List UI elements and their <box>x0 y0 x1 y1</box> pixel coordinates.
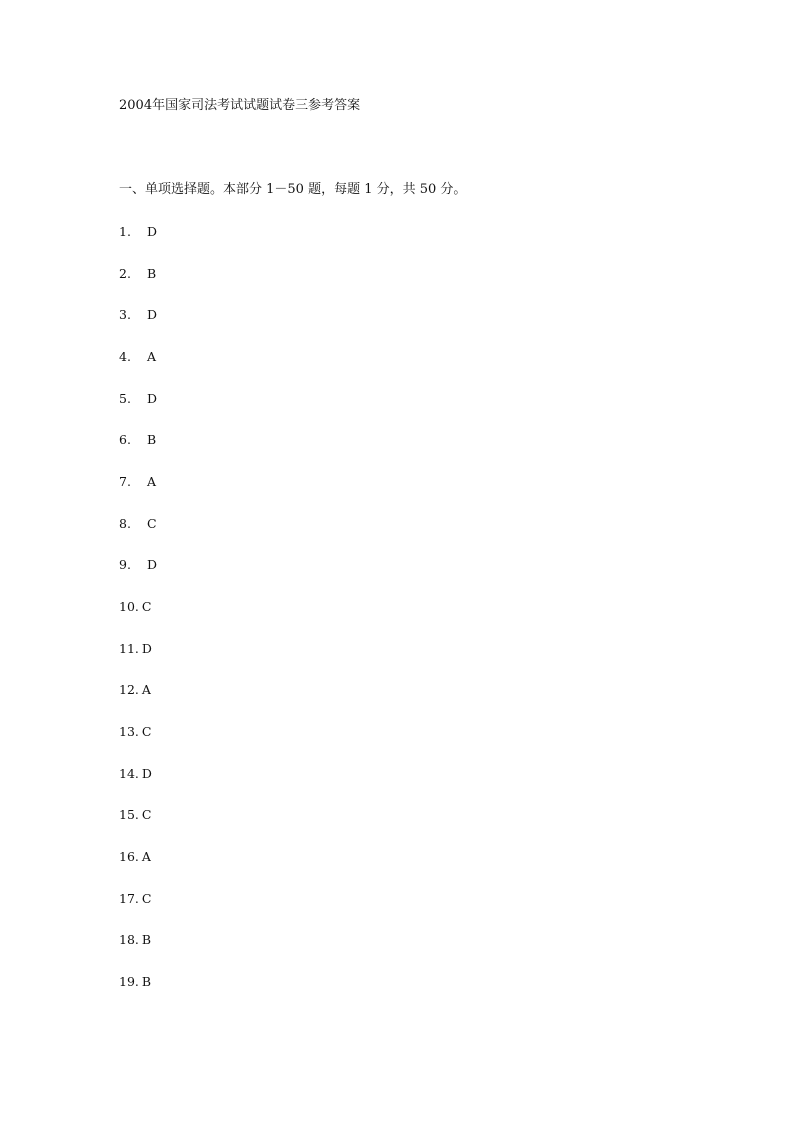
answer-row-15 <box>119 805 157 847</box>
question-number: 12. <box>119 682 139 698</box>
question-number: 8. <box>119 515 131 531</box>
question-number: 19. <box>119 973 139 989</box>
answer-value: C <box>141 807 152 823</box>
answer-value: B <box>141 932 152 948</box>
question-number: 3. <box>119 307 131 323</box>
question-number: 6. <box>119 432 131 448</box>
answer-value: A <box>147 473 157 489</box>
answer-list <box>119 222 157 1013</box>
answer-value: D <box>147 557 158 573</box>
answer-value: C <box>141 723 152 739</box>
answer-row-8 <box>119 514 157 556</box>
answer-row-14 <box>119 764 157 806</box>
answer-value: D <box>147 224 158 239</box>
question-number: 2. <box>119 265 131 281</box>
answer-row-3 <box>119 305 157 347</box>
answer-row-6 <box>119 430 157 472</box>
question-number: 11. <box>119 640 139 656</box>
question-number: 9. <box>119 557 131 573</box>
question-number: 16. <box>119 848 139 864</box>
answer-row-13 <box>119 722 157 764</box>
answer-row-1 <box>119 222 157 264</box>
answer-row-19 <box>119 972 157 1014</box>
question-number: 14. <box>119 765 139 781</box>
question-number: 1. <box>119 224 131 239</box>
answer-value: D <box>141 640 152 656</box>
answer-value: C <box>141 598 152 614</box>
answer-value: D <box>147 307 158 323</box>
question-number: 17. <box>119 890 139 906</box>
question-number: 13. <box>119 723 139 739</box>
question-number: 15. <box>119 807 139 823</box>
section-heading: 一、单项选择题。本部分 1－50 题，每题 1 分，共 50 分。 <box>119 182 467 197</box>
answer-value: C <box>141 890 152 906</box>
answer-value: B <box>147 265 157 281</box>
answer-value: D <box>147 390 158 406</box>
question-number: 10. <box>119 598 139 614</box>
question-number: 4. <box>119 348 131 364</box>
question-number: 7. <box>119 473 131 489</box>
answer-row-17 <box>119 889 157 931</box>
answer-row-4 <box>119 347 157 389</box>
answer-value: A <box>141 682 151 698</box>
answer-row-12 <box>119 680 157 722</box>
answer-value: C <box>147 515 157 531</box>
document-title: 2004年国家司法考试试题试卷三参考答案 <box>119 98 361 113</box>
answer-row-7 <box>119 472 157 514</box>
answer-value: A <box>141 848 151 864</box>
answer-value: D <box>141 765 152 781</box>
question-number: 5. <box>119 390 131 406</box>
answer-value: B <box>141 973 152 989</box>
answer-row-11 <box>119 639 157 681</box>
answer-row-2 <box>119 264 157 306</box>
answer-value: B <box>147 432 157 448</box>
answer-row-5 <box>119 389 157 431</box>
answer-row-9 <box>119 555 157 597</box>
answer-value: A <box>147 348 157 364</box>
answer-row-16 <box>119 847 157 889</box>
answer-row-10 <box>119 597 157 639</box>
answer-row-18 <box>119 930 157 972</box>
question-number: 18. <box>119 932 139 948</box>
